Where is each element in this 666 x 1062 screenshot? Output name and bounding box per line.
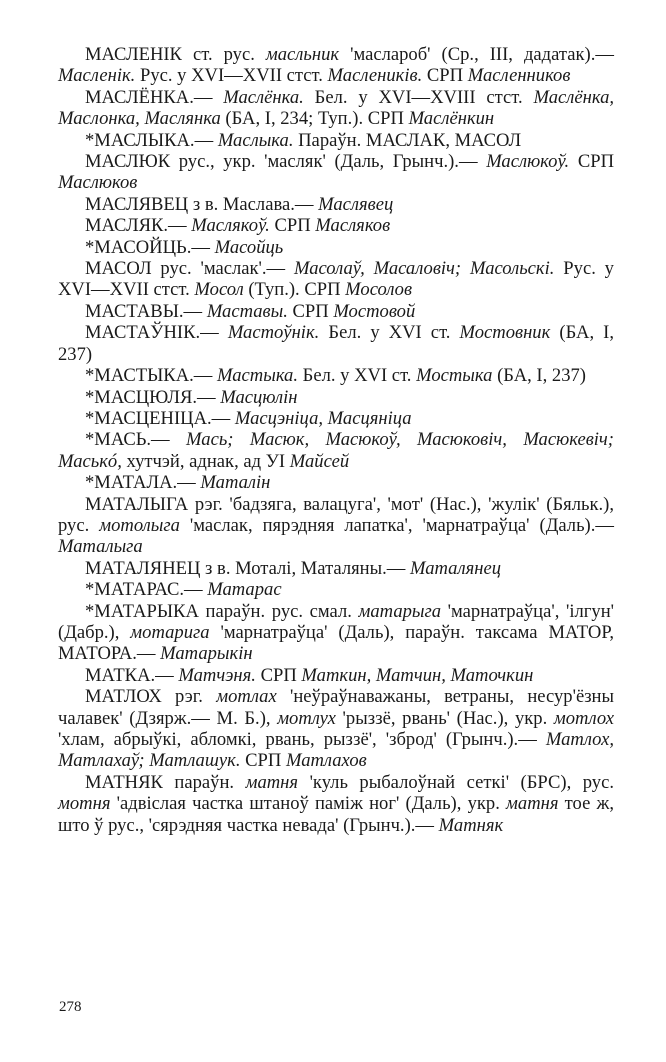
entry-text: *МАСЦЕНІЦА.— <box>85 407 235 429</box>
entry-text: МАСЛЯК.— <box>85 215 192 237</box>
entry-italic-text: Мостовой <box>333 300 416 322</box>
entry-italic-text: Маслёнкин <box>408 108 495 130</box>
dictionary-entry <box>58 258 614 301</box>
entry-italic-text: мотня <box>58 793 111 815</box>
entry-text: 'куль рыбалоўнай сеткі' (БРС), рус. <box>298 771 614 793</box>
entry-italic-text: масльник <box>265 44 340 65</box>
entry-text: 'хлам, абрыўкі, абломкі, рвань, рыззё', 'зброд' (Грынч.).— <box>58 729 546 750</box>
entry-text: СРП <box>422 65 468 87</box>
entry-italic-text: Матарас <box>207 579 282 601</box>
entry-italic-text: Маталін <box>200 472 271 494</box>
entry-text: МАТНЯК параўн. <box>85 771 246 793</box>
dictionary-entry <box>58 151 614 194</box>
entry-text: (БА, I, 234; Туп.). СРП <box>220 108 409 130</box>
entry-text: 'маслак, пярэдняя лапатка', 'марнатраўца' (Даль).— <box>179 514 614 536</box>
entry-italic-text: Масцюлін <box>220 386 298 408</box>
entry-text: 'марнатраўца' (Даль), параўн. таксама МАТОР, МАТОРА.— <box>58 621 614 665</box>
dictionary-entry <box>58 130 614 151</box>
dictionary-entry <box>58 601 614 665</box>
dictionary-entry <box>58 408 614 429</box>
entry-text: 'марнатраўца', 'ілгун' (Дабр.), <box>58 600 614 643</box>
entry-italic-text: Маслякоў. <box>191 215 270 237</box>
entry-text: СРП <box>269 215 316 237</box>
dictionary-entry <box>58 44 614 87</box>
entry-italic-text: мотлух <box>277 707 336 729</box>
entry-italic-text: Матчэня. <box>178 664 256 686</box>
entry-text: (БА, I, 237) <box>492 365 586 387</box>
entry-text: МАСЛЕНІК ст. рус. <box>85 44 266 65</box>
entry-text: *МАТАРЫКА параўн. рус. смал. <box>85 600 359 622</box>
entry-italic-text: мотлах <box>216 686 277 708</box>
entry-italic-text: Масцэніца, Масцяніца <box>234 407 412 429</box>
entry-text: СРП <box>287 300 334 322</box>
dictionary-entry <box>58 387 614 408</box>
dictionary-entry <box>58 322 614 365</box>
entry-text: *МАТАЛА.— <box>85 472 201 494</box>
entry-text: МАСТАЎНІК.— <box>85 322 228 344</box>
dictionary-entry <box>58 579 614 600</box>
entry-text: 'неўраўнаважаны, ветраны, несур'ёзны чалавек' (Дзярж.— М. Б.), <box>58 686 614 729</box>
entry-text: 'рыззё, рвань' (Нас.), укр. <box>335 707 554 729</box>
entry-italic-text: Мастыка. <box>217 365 299 387</box>
entry-italic-text: Маслявец <box>318 193 394 215</box>
entry-text: СРП <box>569 151 614 173</box>
entry-italic-text: Масойць <box>214 236 284 258</box>
entry-italic-text: Мостовник <box>459 322 551 344</box>
entry-text: МАСЛЁНКА.— <box>85 86 224 108</box>
entry-text: 'адвіслая частка штаноў паміж ног' (Даль), укр. <box>110 793 507 815</box>
entry-italic-text: матня <box>245 771 299 793</box>
dictionary-entry <box>58 665 614 686</box>
entry-italic-text: Масленников <box>467 65 571 87</box>
dictionary-column <box>58 44 614 836</box>
dictionary-entry <box>58 494 614 558</box>
entry-italic-text: мотолыга <box>99 514 180 536</box>
entry-italic-text: Маслюков <box>58 172 138 194</box>
entry-italic-text: Маслеників. <box>327 65 423 87</box>
entry-italic-text: Маталыга <box>58 536 143 558</box>
page-number: 278 <box>59 999 82 1015</box>
dictionary-entry <box>58 429 614 472</box>
entry-italic-text: Маталянец <box>410 557 501 579</box>
entry-text: *МАСТЫКА.— <box>85 365 218 387</box>
dictionary-entry <box>58 194 614 215</box>
dictionary-entry <box>58 301 614 322</box>
entry-italic-text: Маслёнка, Маслонка, Маслянка <box>58 86 615 130</box>
entry-italic-text: Матлахов <box>285 750 367 772</box>
entry-text: (БА, I, 237) <box>58 322 615 365</box>
entry-text: МАТАЛЫГА рэг. 'бадзяга, валацуга', 'мот' (Нас.), 'жулік' (Бяльк.), рус. <box>58 493 614 536</box>
entry-italic-text: Масленік. <box>58 65 136 87</box>
entry-text: *МАСОЙЦЬ.— <box>85 236 215 258</box>
dictionary-entry <box>58 472 614 493</box>
entry-text: МАСТАВЫ.— <box>85 300 207 322</box>
entry-italic-text: мотарига <box>130 621 210 643</box>
entry-italic-text: Маткин, Матчин, Маточкин <box>301 664 534 686</box>
dictionary-entry <box>58 558 614 579</box>
entry-italic-text: Матлох, Матлахаў; Матлашук. <box>58 729 614 772</box>
dictionary-entry <box>58 686 614 772</box>
entry-italic-text: матарыга <box>358 600 442 622</box>
dictionary-entry <box>58 772 614 836</box>
entry-text: Рус. у XVI—XVII стст. <box>58 258 614 301</box>
entry-text: тое ж, што ў рус., 'сярэдняя частка невада' (Грынч.).— <box>58 793 614 836</box>
entry-italic-text: Масолаў, Масаловіч; Масольскі. <box>294 258 555 280</box>
entry-text: *МАСЛЫКА.— <box>85 129 218 151</box>
entry-text: МАСОЛ рус. 'маслак'.— <box>85 258 294 280</box>
entry-italic-text: матня <box>506 793 559 815</box>
dictionary-entry <box>58 215 614 236</box>
dictionary-entry <box>58 237 614 258</box>
entry-italic-text: Масляков <box>315 215 391 237</box>
entry-text: *МАТАРАС.— <box>85 579 208 601</box>
entry-text: МАТЛОХ рэг. <box>85 686 217 708</box>
entry-italic-text: Мастоўнік. <box>227 322 320 344</box>
entry-italic-text: Матарыкін <box>160 643 253 665</box>
entry-italic-text: Маслыка. <box>217 129 294 151</box>
entry-italic-text: Мась; Масюк, Масюкоў, Масюковіч, Масюкевіч; Маськó, <box>58 429 614 472</box>
entry-italic-text: Матняк <box>438 814 504 836</box>
entry-text: Параўн. МАСЛАК, МАСОЛ <box>293 129 522 151</box>
entry-text: Рус. у XVI—XVII стст. <box>135 65 328 87</box>
entry-italic-text: Маслюкоў. <box>486 151 570 173</box>
entry-italic-text: Маслёнка. <box>223 86 304 108</box>
entry-text: хутчэй, аднак, ад УІ <box>121 450 290 472</box>
entry-text: Бел. у XVI ст. <box>319 322 460 344</box>
entry-italic-text: Майсей <box>289 450 350 472</box>
entry-italic-text: мотлох <box>553 707 614 729</box>
entry-italic-text: Маставы. <box>206 300 288 322</box>
entry-text: *МАСЦЮЛЯ.— <box>85 386 221 408</box>
entry-text: СРП <box>240 750 286 772</box>
entry-text: МАСЛЯВЕЦ з в. Маслава.— <box>85 193 319 215</box>
entry-text: СРП <box>255 664 302 686</box>
entry-text: МАСЛЮК рус., укр. 'масляк' (Даль, Грынч.).— <box>85 151 487 173</box>
entry-text: Бел. у XVI ст. <box>298 365 417 387</box>
dictionary-entry <box>58 365 614 386</box>
entry-text: 'маслароб' (Ср., III, дадатак).— <box>339 44 614 65</box>
entry-italic-text: Мостыка <box>416 365 493 387</box>
dictionary-entry <box>58 87 614 130</box>
entry-italic-text: Мосол <box>194 279 244 301</box>
entry-text: Бел. у XVI—XVIII стст. <box>303 86 534 108</box>
entry-text: (Туп.). СРП <box>243 279 346 301</box>
entry-italic-text: Мосолов <box>345 279 413 301</box>
entry-text: *МАСЬ.— <box>85 429 187 451</box>
entry-text: МАТАЛЯНЕЦ з в. Моталі, Маталяны.— <box>85 557 410 579</box>
entry-text: МАТКА.— <box>85 664 179 686</box>
